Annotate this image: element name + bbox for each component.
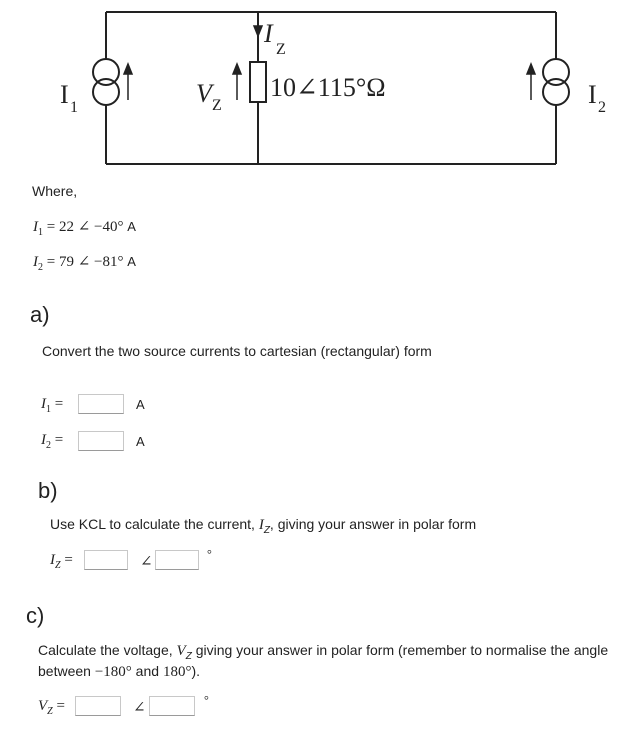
part-b-instruction-sub: Z	[263, 524, 270, 536]
part-b-label: b)	[38, 478, 58, 503]
part-c-instruction-var: V	[176, 643, 186, 659]
current-source-2-symbol	[543, 59, 569, 105]
part-b-instruction	[50, 516, 476, 536]
part-a-i2-label	[41, 432, 63, 451]
vz-magnitude-input[interactable]	[75, 696, 121, 716]
part-a-i1-sub: 1	[46, 404, 51, 415]
part-b-instruction-post: , giving your answer in polar form	[269, 516, 477, 532]
part-c-label: c)	[26, 603, 45, 628]
part-c-instruction-line1	[38, 642, 608, 662]
part-a-i2-unit: A	[136, 434, 145, 449]
given-i1-value: = 22 ∠ −40°	[43, 219, 124, 235]
part-b-iz-var: I	[50, 552, 55, 568]
part-c-vz-sub: Z	[47, 706, 53, 717]
part-b-iz-equals: =	[64, 552, 73, 568]
part-c-instruction-pre: Calculate the voltage,	[38, 642, 177, 658]
i2-rectangular-input[interactable]	[78, 431, 124, 451]
iz-angle-input[interactable]	[155, 550, 199, 570]
part-b-iz-sub: Z	[55, 560, 61, 571]
vz-angle-input[interactable]	[149, 696, 195, 716]
voltage-label: V	[196, 79, 212, 108]
part-c-line2-post: ).	[191, 663, 200, 679]
part-a-i2-sub: 2	[46, 440, 51, 451]
current-iz-arrow-icon	[254, 16, 262, 36]
part-c-vz-var: V	[38, 698, 48, 714]
voltage-arrow-icon	[233, 64, 241, 100]
part-b-iz-label	[50, 552, 73, 571]
source-1-subscript: 1	[70, 99, 78, 116]
part-a-instruction: Convert the two source currents to cartesian (rectangular) form	[42, 343, 432, 359]
voltage-subscript: Z	[212, 97, 222, 114]
part-c-angle-icon: ∠	[133, 700, 146, 716]
source-2-subscript: 2	[598, 99, 606, 116]
part-b-instruction-pre: Use KCL to calculate the current,	[50, 516, 259, 532]
source-2-arrow-icon	[527, 64, 535, 100]
part-c-vz-equals: =	[56, 698, 65, 714]
part-a-i1-unit: A	[136, 397, 145, 412]
i1-rectangular-input[interactable]	[78, 394, 124, 414]
part-a-i1-var: I	[41, 396, 46, 412]
where-text: Where,	[32, 183, 78, 199]
given-i1	[33, 217, 136, 238]
part-a-i1-equals: =	[54, 396, 64, 412]
part-c-degree-icon: °	[204, 693, 209, 707]
current-source-1-symbol	[93, 59, 119, 105]
given-i2-unit: A	[127, 254, 136, 269]
impedance-box	[250, 62, 266, 102]
part-a-i2-equals: =	[54, 432, 64, 448]
given-i2-value: = 79 ∠ −81°	[43, 254, 124, 270]
part-c-line2-pre: between	[38, 663, 95, 679]
given-i1-unit: A	[127, 219, 136, 234]
iz-magnitude-input[interactable]	[84, 550, 128, 570]
source-2-label: I	[588, 80, 597, 109]
part-c-line2-min-angle: −180°	[94, 664, 132, 680]
part-c-line2-mid: and	[131, 663, 163, 679]
part-c-instruction-line2	[38, 663, 200, 681]
part-b-degree-icon: °	[207, 547, 212, 561]
part-c-instruction-post: giving your answer in polar form (remember to normalise the angle	[191, 642, 609, 658]
part-c-vz-label	[38, 698, 65, 717]
given-i1-sub: 1	[38, 227, 43, 238]
circuit-diagram	[0, 0, 622, 180]
given-i1-var: I	[33, 219, 38, 235]
given-i2-sub: 2	[38, 262, 43, 273]
source-1-label: I	[60, 80, 69, 109]
source-1-arrow-icon	[124, 64, 132, 100]
impedance-label: 10∠115°Ω	[270, 73, 386, 102]
part-a-i1-label	[41, 396, 63, 415]
branch-current-label: I	[264, 19, 273, 48]
part-c-instruction-sub: Z	[185, 650, 192, 662]
part-a-label: a)	[30, 302, 50, 327]
part-a-i2-var: I	[41, 432, 46, 448]
part-c-line2-max-angle: 180°	[162, 664, 192, 680]
given-i2-var: I	[33, 254, 38, 270]
given-i2	[33, 252, 136, 273]
part-b-angle-icon: ∠	[140, 554, 153, 570]
branch-current-subscript: Z	[276, 41, 286, 58]
part-b-instruction-var: I	[258, 517, 264, 533]
